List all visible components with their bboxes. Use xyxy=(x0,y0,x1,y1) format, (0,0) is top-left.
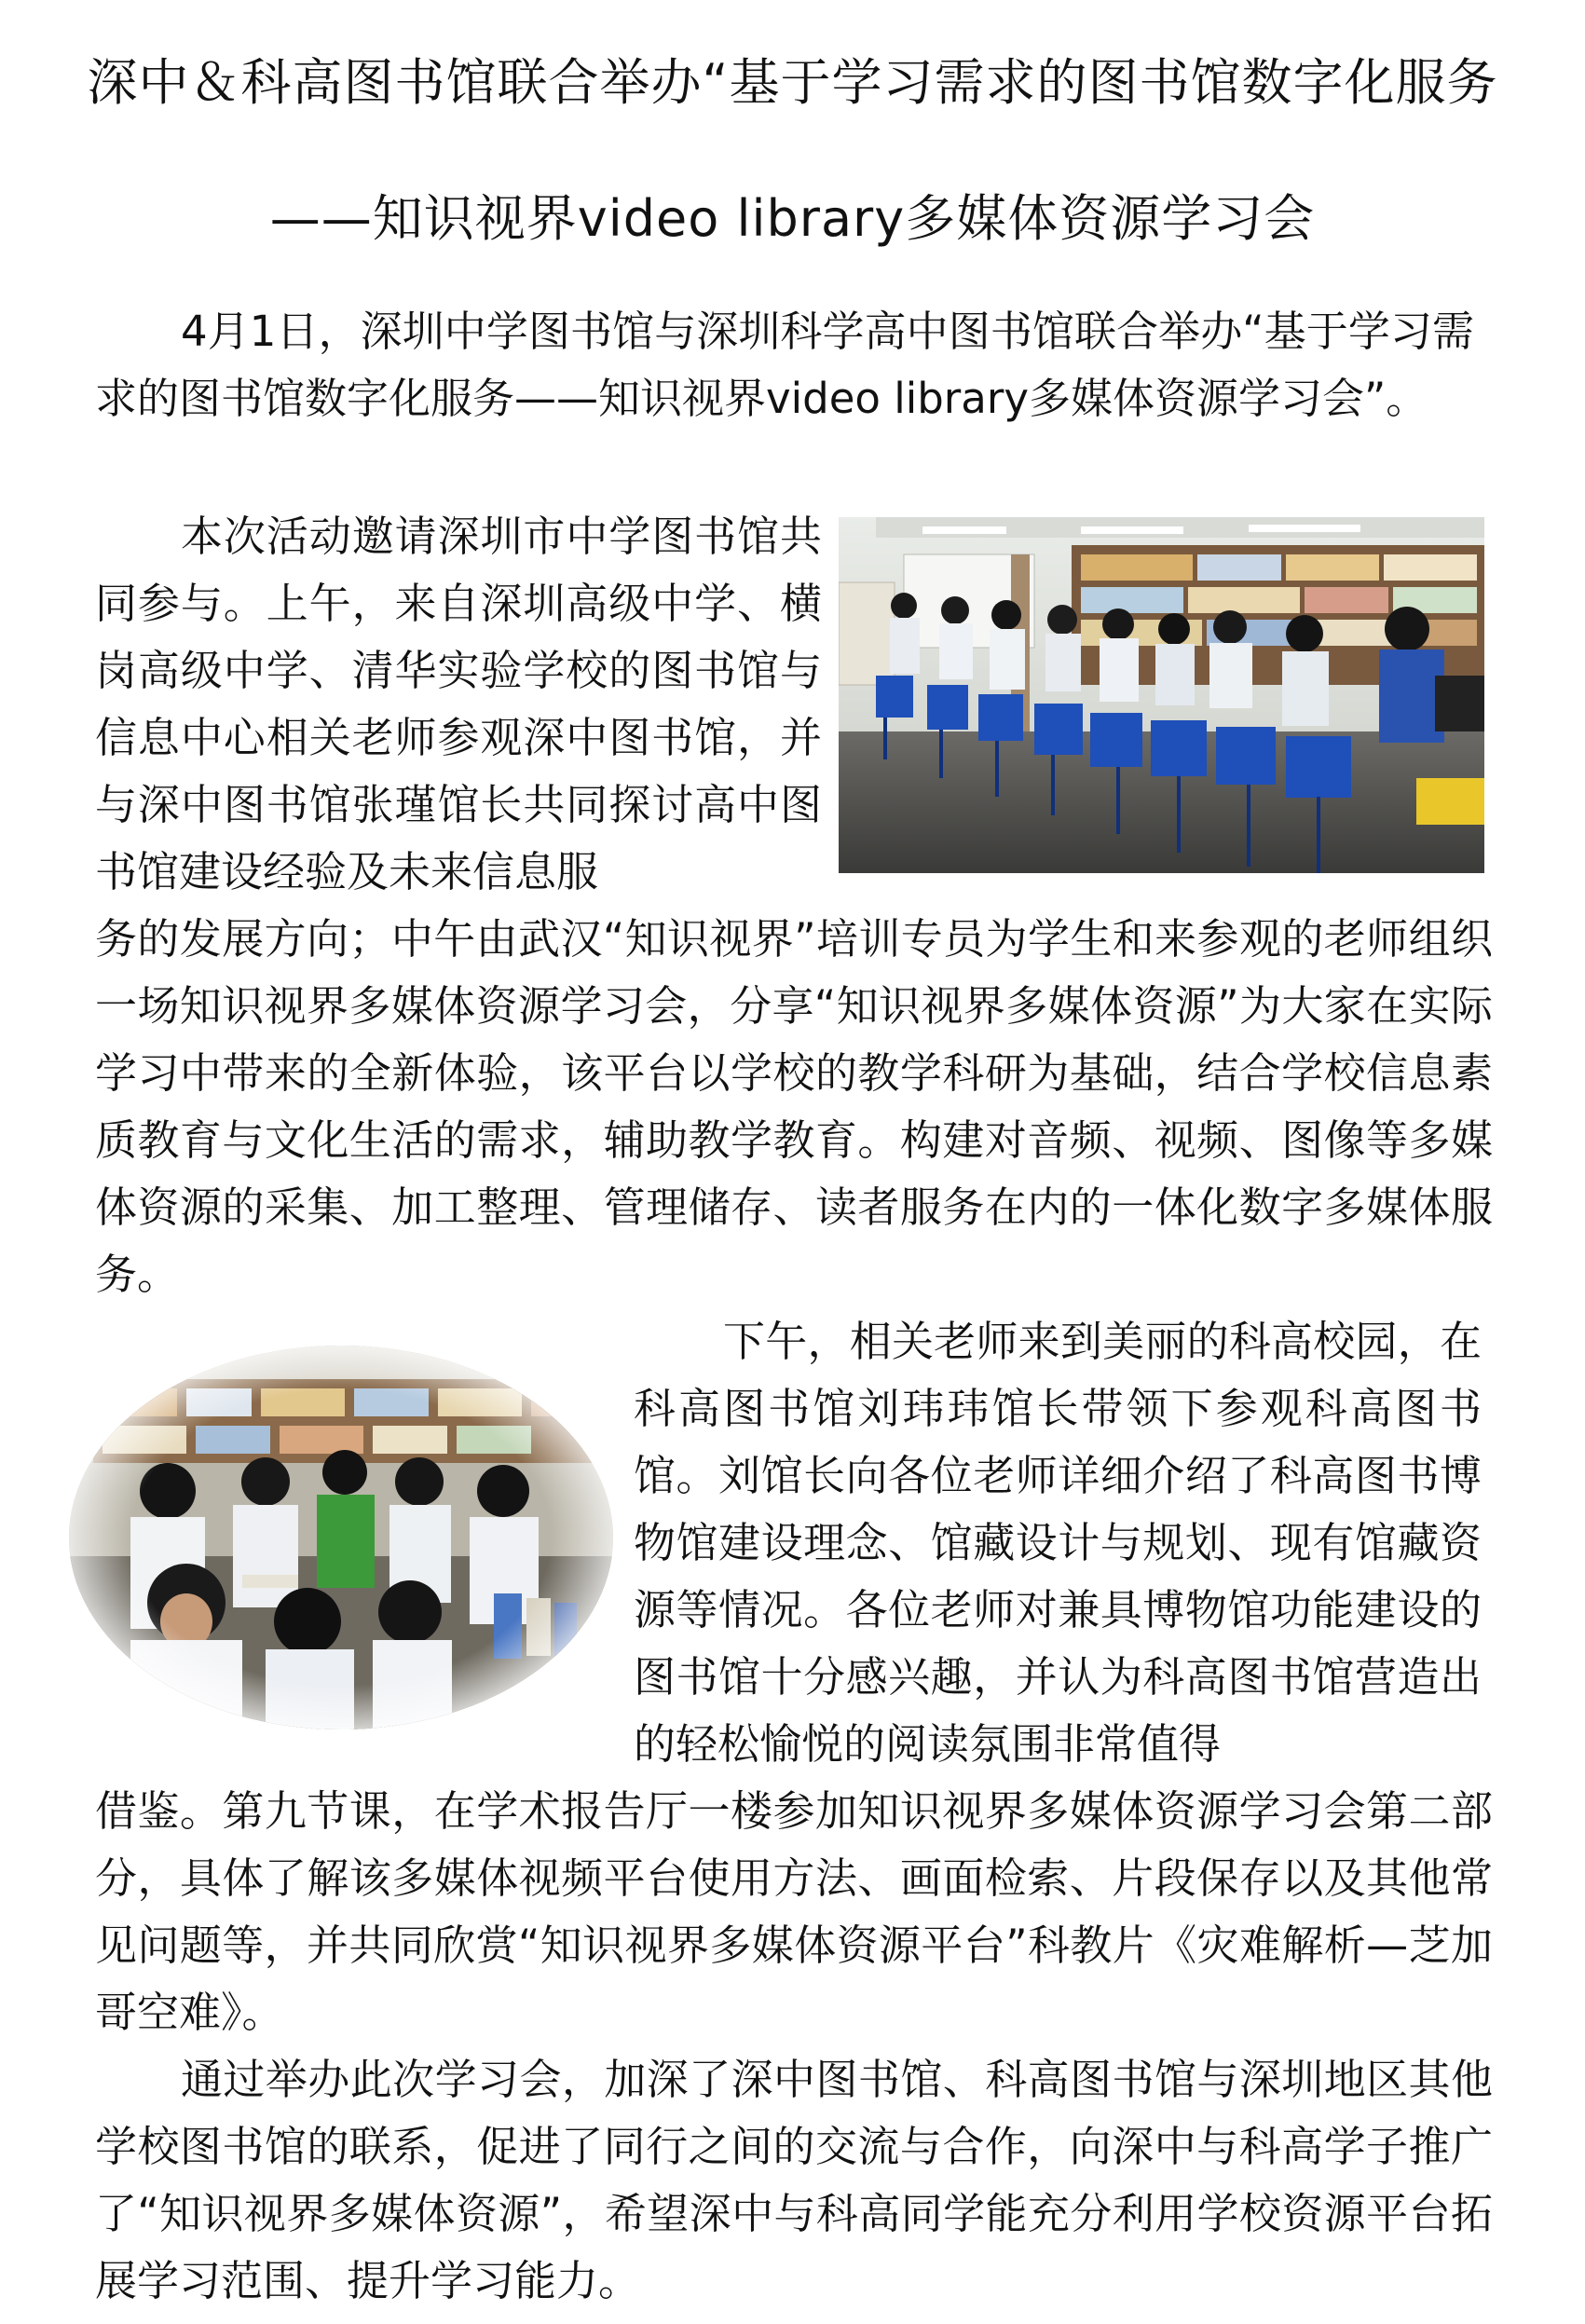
paragraph-morning-part1: 本次活动邀请深圳市中学图书馆共同参与。上午，来自深圳高级中学、横岗高级中学、清华实验学校的图书馆与信息中心相关老师参观深中图书馆，并与深中图书馆张瑾馆长共同探讨高中图书馆建设经验及未来信息服 xyxy=(95,512,822,896)
title-line-1: 深中＆科高图书馆联合举办“基于学习需求的图书馆数字化服务 xyxy=(87,53,1498,112)
paragraph-intro: 4月1日，深圳中学图书馆与深圳科学高中图书馆联合举办“基于学习需求的图书馆数字化服务——知识视界video library多媒体资源学习会”。 xyxy=(95,307,1474,423)
students-library-photo xyxy=(65,1342,617,1733)
paragraph-afternoon-part1: 下午，相关老师来到美丽的科高校园，在科高图书馆刘玮玮馆长带领下参观科高图书馆。刘馆长向各位老师详细介绍了科高图书博物馆建设理念、馆藏设计与规划、现有馆藏资源等情况。各位老师对兼具博物馆功能建设的图书馆十分感兴趣，并认为科高图书馆营造出的轻松愉悦的阅读氛围非常值得 xyxy=(634,1317,1482,1769)
paragraph-morning-part2: 务的发展方向；中午由武汉“知识视界”培训专员为学生和来参观的老师组织一场知识视界多媒体资源学习会，分享“知识视界多媒体资源”为大家在实际学习中带来的全新体验，该平台以学校的教学科研为基础，结合学校信息素质教育与文化生活的需求，辅助教学教育。构建对音频、视频、图像等多媒体资源的采集、加工整理、管理储存、读者服务在内的一体化数字多媒体服务。 xyxy=(95,914,1493,1299)
title-line-2: ——知识视界video library多媒体资源学习会 xyxy=(269,189,1316,248)
seminar-photo xyxy=(839,517,1484,873)
paragraph-afternoon-part2: 借鉴。第九节课，在学术报告厅一楼参加知识视界多媒体资源学习会第二部分，具体了解该多媒体视频平台使用方法、画面检索、片段保存以及其他常见问题等，并共同欣赏“知识视界多媒体资源平台”科教片《灾难解析—芝加哥空难》。 xyxy=(95,1786,1493,2037)
paragraph-conclusion: 通过举办此次学习会，加深了深中图书馆、科高图书馆与深圳地区其他学校图书馆的联系，促进了同行之间的交流与合作，向深中与科高学子推广了“知识视界多媒体资源”，希望深中与科高同学能充分利用学校资源平台拓展学习范围、提升学习能力。 xyxy=(95,2055,1493,2305)
